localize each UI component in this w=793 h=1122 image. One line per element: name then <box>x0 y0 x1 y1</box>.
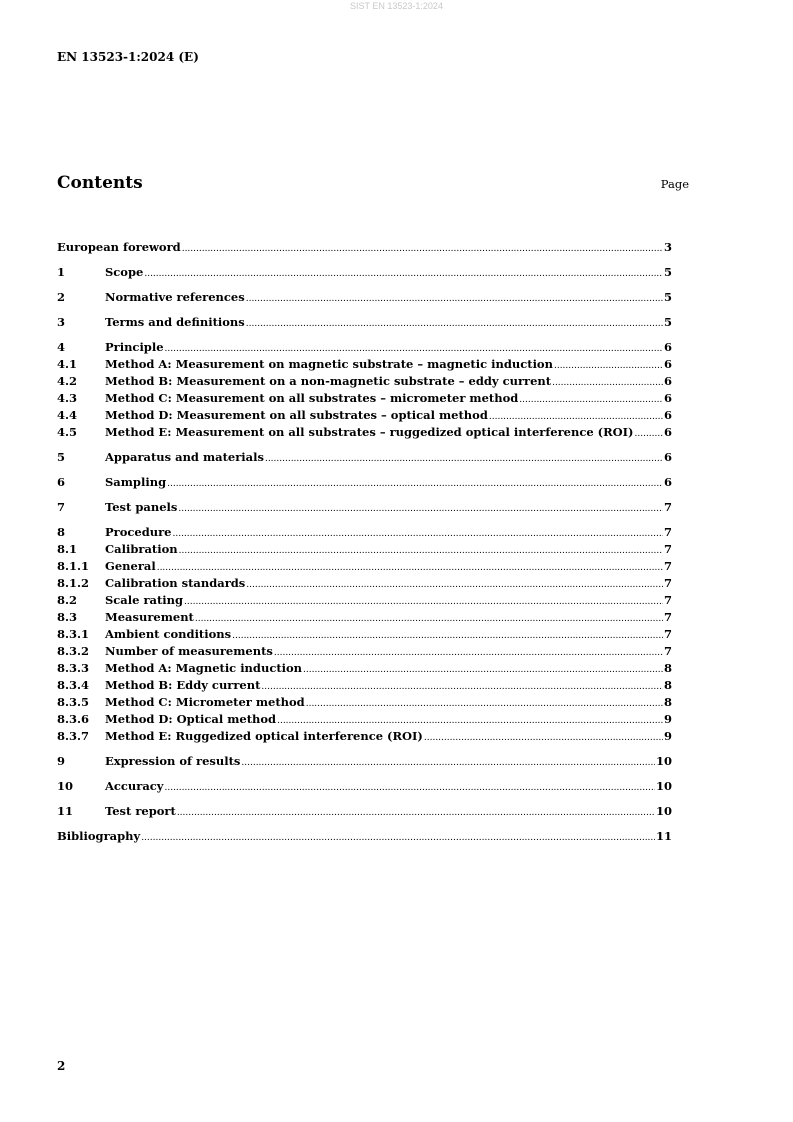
toc-entry-page: 3 <box>663 240 672 254</box>
toc-entry-page: 7 <box>663 593 672 607</box>
dot-leader <box>167 476 663 493</box>
toc-entry-title: Test report <box>105 804 176 818</box>
toc-entry-page: 6 <box>663 450 672 464</box>
dot-leader <box>246 316 663 333</box>
toc-entry-title: Scope <box>105 265 144 279</box>
toc-entry-number: 8.3.7 <box>57 729 90 743</box>
toc-entry[interactable] <box>57 592 672 609</box>
toc-entry-title: European foreword <box>57 240 181 254</box>
toc-entry-number: 6 <box>57 475 66 489</box>
toc-entry-page: 7 <box>663 542 672 556</box>
dot-leader <box>232 628 663 645</box>
toc-entry-number: 8.3.6 <box>57 712 90 726</box>
dot-leader <box>177 805 655 822</box>
dot-leader <box>141 830 655 847</box>
dot-leader <box>261 679 663 696</box>
toc-entry-page: 7 <box>663 500 672 514</box>
toc-entry-number: 4 <box>57 340 66 354</box>
toc-entry-title: Normative references <box>105 290 245 304</box>
toc-entry-page: 7 <box>663 576 672 590</box>
toc-entry-number: 4.4 <box>57 408 78 422</box>
toc-entry-title: Method E: Measurement on all substrates – ruggedized optical interference (ROI) <box>105 425 634 439</box>
page-number: 2 <box>57 1059 66 1073</box>
toc-entry-title: Procedure <box>105 525 172 539</box>
toc-entry[interactable] <box>57 314 672 331</box>
toc-entry-title: Calibration <box>105 542 178 556</box>
toc-entry[interactable] <box>57 239 672 256</box>
toc-entry-title: Method B: Eddy current <box>105 678 261 692</box>
toc-entry[interactable] <box>57 373 672 390</box>
toc-entry-page: 6 <box>663 475 672 489</box>
toc-entry-number: 5 <box>57 450 66 464</box>
toc-entry-page: 6 <box>663 374 672 388</box>
dot-leader <box>552 375 663 392</box>
toc-entry-number: 8.1.1 <box>57 559 90 573</box>
toc-entry-page: 6 <box>663 425 672 439</box>
toc-entry-number: 8.3.5 <box>57 695 90 709</box>
dot-leader <box>635 426 663 443</box>
toc-entry-number: 4.3 <box>57 391 78 405</box>
toc-entry-number: 4.5 <box>57 425 78 439</box>
toc-entry-number: 8.3.4 <box>57 678 90 692</box>
toc-entry-number: 8.1 <box>57 542 78 556</box>
dot-leader <box>144 266 663 283</box>
toc-entry-title: Method A: Measurement on magnetic substrate – magnetic induction <box>105 357 553 371</box>
dot-leader <box>424 730 663 747</box>
toc-entry-page: 5 <box>663 265 672 279</box>
dot-leader <box>306 696 663 713</box>
dot-leader <box>172 526 663 543</box>
toc-entry-title: Method C: Measurement on all substrates – micrometer method <box>105 391 519 405</box>
toc-entry[interactable] <box>57 264 672 281</box>
dot-leader <box>246 577 663 594</box>
toc-entry-page: 7 <box>663 610 672 624</box>
toc-entry[interactable] <box>57 424 672 441</box>
contents-title: Contents <box>57 173 143 193</box>
toc-entry[interactable] <box>57 390 672 407</box>
toc-entry-page: 9 <box>663 729 672 743</box>
toc-entry-title: Calibration standards <box>105 576 246 590</box>
toc-entry[interactable] <box>57 677 672 694</box>
toc-entry-number: 8.3.2 <box>57 644 90 658</box>
toc-entry-title: Method A: Magnetic induction <box>105 661 303 675</box>
toc-entry-page: 8 <box>663 678 672 692</box>
toc-entry[interactable] <box>57 626 672 643</box>
toc-entry-number: 8.3.1 <box>57 627 90 641</box>
toc-entry-title: Number of measurements <box>105 644 273 658</box>
toc-entry-title: Method E: Ruggedized optical interference (ROI) <box>105 729 423 743</box>
toc-entry-number: 4.1 <box>57 357 78 371</box>
toc-entry[interactable] <box>57 694 672 711</box>
dot-leader <box>554 358 663 375</box>
toc-entry-number: 9 <box>57 754 66 768</box>
toc-entry[interactable] <box>57 524 672 541</box>
toc-entry[interactable] <box>57 828 672 845</box>
toc-entry[interactable] <box>57 575 672 592</box>
toc-entry[interactable] <box>57 339 672 356</box>
dot-leader <box>303 662 663 679</box>
watermark: SIST EN 13523-1:2024 <box>350 1 443 11</box>
dot-leader <box>179 543 663 560</box>
toc-entry[interactable] <box>57 474 672 491</box>
toc-entry-page: 10 <box>655 779 672 793</box>
dot-leader <box>184 594 663 611</box>
toc-entry-number: 3 <box>57 315 66 329</box>
toc-entry-page: 7 <box>663 525 672 539</box>
dot-leader <box>265 451 663 468</box>
toc-entry-number: 2 <box>57 290 66 304</box>
toc-entry[interactable] <box>57 289 672 306</box>
toc-entry[interactable] <box>57 449 672 466</box>
toc-entry-title: Bibliography <box>57 829 141 843</box>
toc-entry-title: Method D: Optical method <box>105 712 277 726</box>
toc-entry-page: 5 <box>663 315 672 329</box>
toc-entry-title: Principle <box>105 340 164 354</box>
toc-entry-number: 8.2 <box>57 593 78 607</box>
toc-entry-number: 8.3 <box>57 610 78 624</box>
toc-entry-page: 6 <box>663 357 672 371</box>
toc-entry-number: 1 <box>57 265 66 279</box>
dot-leader <box>195 611 663 628</box>
dot-leader <box>164 780 655 797</box>
toc-entry-title: Expression of results <box>105 754 241 768</box>
toc-entry-page: 6 <box>663 340 672 354</box>
toc-entry-number: 8.3.3 <box>57 661 90 675</box>
dot-leader <box>246 291 663 308</box>
toc-entry-page: 7 <box>663 627 672 641</box>
table-of-contents <box>57 239 672 845</box>
toc-entry-title: Method D: Measurement on all substrates – optical method <box>105 408 488 422</box>
toc-entry-title: Accuracy <box>105 779 164 793</box>
toc-entry-page: 6 <box>663 408 672 422</box>
toc-entry[interactable] <box>57 407 672 424</box>
toc-entry-page: 6 <box>663 391 672 405</box>
page-column-label: Page <box>660 177 689 191</box>
toc-entry-number: 7 <box>57 500 66 514</box>
toc-entry-number: 8 <box>57 525 66 539</box>
toc-entry-number: 11 <box>57 804 74 818</box>
toc-entry[interactable] <box>57 541 672 558</box>
toc-entry[interactable] <box>57 728 672 745</box>
toc-entry-title: Test panels <box>105 500 178 514</box>
toc-entry[interactable] <box>57 660 672 677</box>
toc-entry-title: Ambient conditions <box>105 627 232 641</box>
toc-entry-page: 7 <box>663 559 672 573</box>
toc-entry-page: 8 <box>663 661 672 675</box>
toc-entry[interactable] <box>57 753 672 770</box>
toc-entry-title: Apparatus and materials <box>105 450 264 464</box>
toc-entry-number: 10 <box>57 779 74 793</box>
dot-leader <box>519 392 663 409</box>
toc-entry[interactable] <box>57 711 672 728</box>
toc-entry[interactable] <box>57 499 672 516</box>
toc-entry-title: Measurement <box>105 610 194 624</box>
toc-entry-page: 11 <box>655 829 672 843</box>
toc-entry-title: Scale rating <box>105 593 184 607</box>
toc-entry[interactable] <box>57 778 672 795</box>
toc-entry-title: Method B: Measurement on a non-magnetic substrate – eddy current <box>105 374 552 388</box>
dot-leader <box>178 501 663 518</box>
toc-entry-title: General <box>105 559 156 573</box>
toc-entry-title: Sampling <box>105 475 167 489</box>
dot-leader <box>182 241 663 258</box>
toc-entry-number: 4.2 <box>57 374 78 388</box>
document-id: EN 13523-1:2024 (E) <box>57 50 199 64</box>
toc-entry-page: 7 <box>663 644 672 658</box>
toc-entry[interactable] <box>57 643 672 660</box>
dot-leader <box>241 755 655 772</box>
toc-entry-title: Method C: Micrometer method <box>105 695 305 709</box>
toc-entry-title: Terms and definitions <box>105 315 245 329</box>
toc-entry-page: 5 <box>663 290 672 304</box>
dot-leader <box>274 645 663 662</box>
toc-entry-number: 8.1.2 <box>57 576 90 590</box>
toc-entry[interactable] <box>57 803 672 820</box>
toc-entry-page: 9 <box>663 712 672 726</box>
toc-entry-page: 10 <box>655 754 672 768</box>
toc-entry[interactable] <box>57 609 672 626</box>
toc-entry[interactable] <box>57 356 672 373</box>
toc-entry-page: 8 <box>663 695 672 709</box>
toc-entry[interactable] <box>57 558 672 575</box>
toc-entry-page: 10 <box>655 804 672 818</box>
